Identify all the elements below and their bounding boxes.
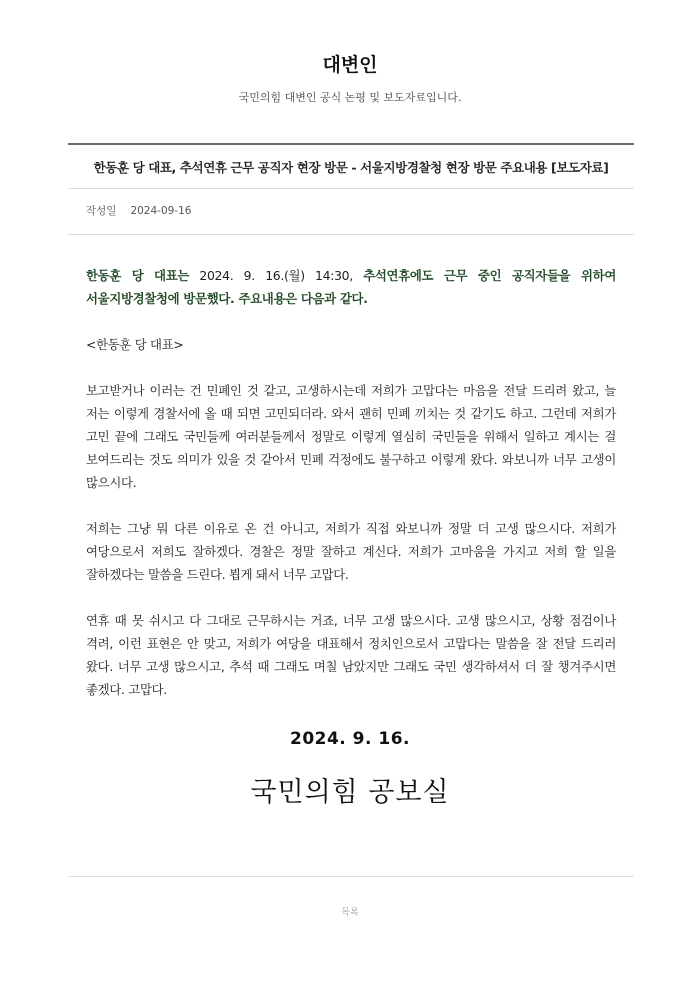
intro-highlight-purpose: 추석연휴에도 근무 중인 공직자들을 위하여 서울지방경찰청에 방문했다. 주요내용은 다음과 같다. [86, 268, 616, 306]
site-title: 대변인 [322, 54, 378, 76]
body-paragraph: 저희는 그냥 뭐 다른 이유로 온 건 아니고, 저희가 직접 와보니까 정말 더 고생 많으시다. 저희가 여당으로서 저희도 잘하겠다. 경찰은 정말 잘하고 계신다. 저희가 고마움을 가지고 저희 할 일을 잘하겠다는 말씀을 드린다. 뵙게 돼서 너무 고맙다. [86, 521, 616, 582]
site-description: 국민의힘 대변인 공식 논평 및 보도자료입니다. [238, 91, 462, 104]
post-date: 2024-09-16 [130, 205, 192, 217]
top-divider [68, 143, 634, 145]
post-body [86, 264, 616, 724]
title-divider [68, 188, 634, 189]
body-paragraph: 연휴 때 못 쉬시고 다 그대로 근무하시는 거죠, 너무 고생 많으시다. 고생 많으시고, 상황 점검이나 격려, 이런 표현은 안 맞고, 저희가 여당을 대표해서 정치인으로서 고맙다는 말씀을 잘 전달 드리러 왔다. 너무 고생 많으시고, 추석 때 그래도 며칠 남았지만 그래도 국민 생각하셔서 더 잘 챙겨주시면 좋겠다. 고맙다. [86, 613, 616, 697]
date-label: 작성일 [86, 205, 117, 217]
list-button[interactable]: 목록 [341, 908, 359, 918]
post-title: 한동훈 당 대표, 추석연휴 근무 공직자 현장 방문 - 서울지방경찰청 현장 방문 주요내용 [보도자료] [93, 160, 609, 175]
closing-date: 2024. 9. 16. [289, 729, 410, 749]
speaker-heading: <한동훈 당 대표> [86, 337, 184, 352]
bottom-divider [68, 876, 634, 877]
intro-paragraph [86, 264, 616, 310]
post-meta [86, 202, 191, 220]
intro-datetime: 2024. 9. 16.(월) 14:30, [189, 268, 364, 283]
closing-organization: 국민의힘 공보실 [250, 777, 450, 808]
meta-divider [68, 234, 634, 235]
body-paragraph: 보고받거나 이러는 건 민폐인 것 같고, 고생하시는데 저희가 고맙다는 마음을 전달 드리려 왔고, 늘 저는 이렇게 경찰서에 올 때 되면 고민되더라. 와서 괜히 민폐 끼치는 것 같기도 하고. 그런데 저희가 고민 끝에 그래도 국민들께 여러분들께서 정말로 이렇게 열심히 국민들을 위해서 일하고 계시는 걸 보여드리는 것도 의미가 있을 것 같아서 민폐 걱정에도 불구하고 이렇게 왔다. 와보니까 너무 고생이 많으시다. [86, 383, 616, 490]
intro-highlight-subject: 한동훈 당 대표는 [86, 268, 190, 283]
site-header [0, 50, 700, 106]
